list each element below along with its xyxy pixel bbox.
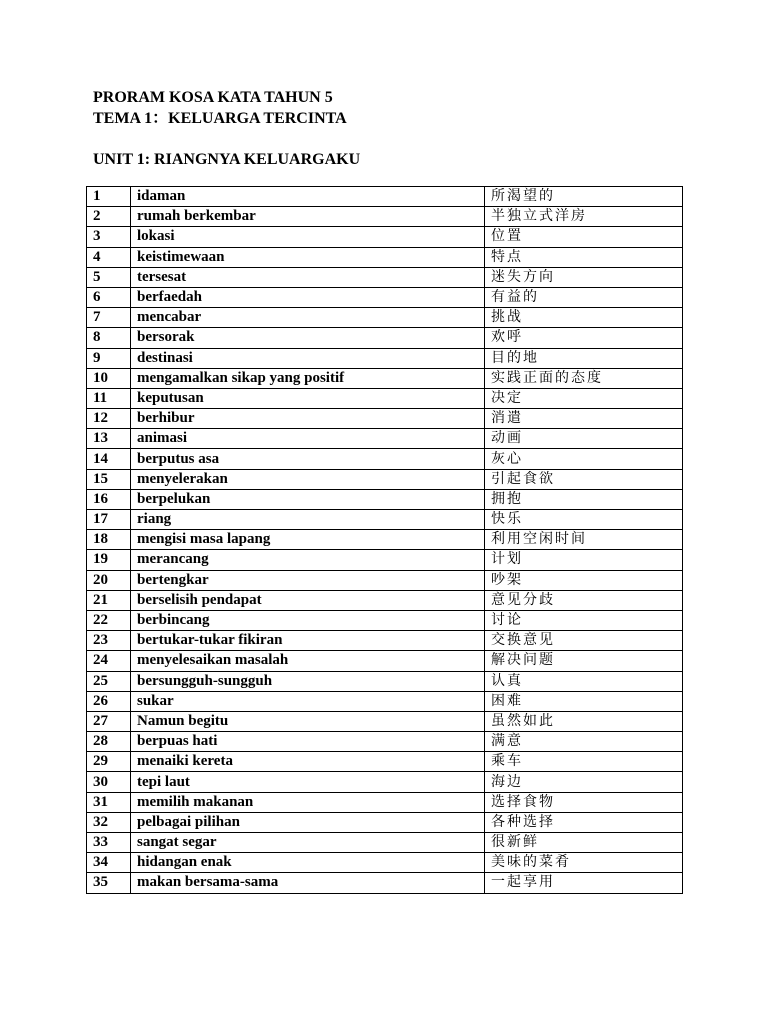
row-number: 16 bbox=[87, 489, 131, 509]
table-row bbox=[87, 368, 683, 388]
row-number: 6 bbox=[87, 287, 131, 307]
chinese-translation: 讨论 bbox=[485, 610, 683, 630]
chinese-translation: 满意 bbox=[485, 732, 683, 752]
malay-word: makan bersama-sama bbox=[131, 873, 485, 893]
chinese-translation: 引起食欲 bbox=[485, 469, 683, 489]
row-number: 12 bbox=[87, 409, 131, 429]
table-row bbox=[87, 308, 683, 328]
chinese-translation: 海边 bbox=[485, 772, 683, 792]
chinese-translation: 拥抱 bbox=[485, 489, 683, 509]
row-number: 9 bbox=[87, 348, 131, 368]
row-number: 22 bbox=[87, 610, 131, 630]
row-number: 32 bbox=[87, 812, 131, 832]
chinese-translation: 欢呼 bbox=[485, 328, 683, 348]
row-number: 4 bbox=[87, 247, 131, 267]
row-number: 19 bbox=[87, 550, 131, 570]
chinese-translation: 挑战 bbox=[485, 308, 683, 328]
row-number: 23 bbox=[87, 631, 131, 651]
table-row bbox=[87, 631, 683, 651]
table-row bbox=[87, 287, 683, 307]
table-row bbox=[87, 267, 683, 287]
row-number: 33 bbox=[87, 833, 131, 853]
malay-word: berfaedah bbox=[131, 287, 485, 307]
table-row bbox=[87, 833, 683, 853]
malay-word: riang bbox=[131, 510, 485, 530]
malay-word: tersesat bbox=[131, 267, 485, 287]
malay-word: sangat segar bbox=[131, 833, 485, 853]
malay-word: sukar bbox=[131, 691, 485, 711]
row-number: 17 bbox=[87, 510, 131, 530]
malay-word: berputus asa bbox=[131, 449, 485, 469]
table-row bbox=[87, 752, 683, 772]
chinese-translation: 决定 bbox=[485, 388, 683, 408]
row-number: 31 bbox=[87, 792, 131, 812]
row-number: 10 bbox=[87, 368, 131, 388]
table-row bbox=[87, 328, 683, 348]
malay-word: animasi bbox=[131, 429, 485, 449]
row-number: 25 bbox=[87, 671, 131, 691]
chinese-translation: 实践正面的态度 bbox=[485, 368, 683, 388]
row-number: 5 bbox=[87, 267, 131, 287]
row-number: 13 bbox=[87, 429, 131, 449]
table-row bbox=[87, 388, 683, 408]
row-number: 2 bbox=[87, 207, 131, 227]
table-row bbox=[87, 429, 683, 449]
malay-word: bertukar-tukar fikiran bbox=[131, 631, 485, 651]
row-number: 20 bbox=[87, 570, 131, 590]
table-row bbox=[87, 691, 683, 711]
chinese-translation: 乘车 bbox=[485, 752, 683, 772]
row-number: 7 bbox=[87, 308, 131, 328]
table-row bbox=[87, 610, 683, 630]
malay-word: mengamalkan sikap yang positif bbox=[131, 368, 485, 388]
chinese-translation: 动画 bbox=[485, 429, 683, 449]
table-row bbox=[87, 207, 683, 227]
table-row bbox=[87, 732, 683, 752]
document-title: PRORAM KOSA KATA TAHUN 5 bbox=[93, 89, 333, 106]
table-row bbox=[87, 772, 683, 792]
row-number: 1 bbox=[87, 187, 131, 207]
table-row bbox=[87, 792, 683, 812]
chinese-translation: 认真 bbox=[485, 671, 683, 691]
malay-word: Namun begitu bbox=[131, 711, 485, 731]
row-number: 11 bbox=[87, 388, 131, 408]
chinese-translation: 美味的菜肴 bbox=[485, 853, 683, 873]
malay-word: pelbagai pilihan bbox=[131, 812, 485, 832]
row-number: 15 bbox=[87, 469, 131, 489]
table-row bbox=[87, 711, 683, 731]
table-row bbox=[87, 227, 683, 247]
chinese-translation: 消遣 bbox=[485, 409, 683, 429]
table-row bbox=[87, 510, 683, 530]
row-number: 26 bbox=[87, 691, 131, 711]
chinese-translation: 困难 bbox=[485, 691, 683, 711]
chinese-translation: 各种选择 bbox=[485, 812, 683, 832]
row-number: 30 bbox=[87, 772, 131, 792]
malay-word: lokasi bbox=[131, 227, 485, 247]
chinese-translation: 一起享用 bbox=[485, 873, 683, 893]
table-row bbox=[87, 651, 683, 671]
chinese-translation: 选择食物 bbox=[485, 792, 683, 812]
vocabulary-table-body bbox=[87, 187, 683, 894]
malay-word: keputusan bbox=[131, 388, 485, 408]
malay-word: keistimewaan bbox=[131, 247, 485, 267]
malay-word: menaiki kereta bbox=[131, 752, 485, 772]
malay-word: berselisih pendapat bbox=[131, 590, 485, 610]
malay-word: berbincang bbox=[131, 610, 485, 630]
table-row bbox=[87, 873, 683, 893]
table-row bbox=[87, 570, 683, 590]
chinese-translation: 很新鲜 bbox=[485, 833, 683, 853]
malay-word: berhibur bbox=[131, 409, 485, 429]
chinese-translation: 目的地 bbox=[485, 348, 683, 368]
malay-word: bersorak bbox=[131, 328, 485, 348]
malay-word: idaman bbox=[131, 187, 485, 207]
row-number: 8 bbox=[87, 328, 131, 348]
chinese-translation: 解决问题 bbox=[485, 651, 683, 671]
chinese-translation: 利用空闲时间 bbox=[485, 530, 683, 550]
row-number: 18 bbox=[87, 530, 131, 550]
table-row bbox=[87, 449, 683, 469]
chinese-translation: 迷失方向 bbox=[485, 267, 683, 287]
table-row bbox=[87, 187, 683, 207]
table-row bbox=[87, 550, 683, 570]
chinese-translation: 特点 bbox=[485, 247, 683, 267]
row-number: 3 bbox=[87, 227, 131, 247]
table-row bbox=[87, 489, 683, 509]
table-row bbox=[87, 247, 683, 267]
chinese-translation: 吵架 bbox=[485, 570, 683, 590]
row-number: 29 bbox=[87, 752, 131, 772]
table-row bbox=[87, 590, 683, 610]
chinese-translation: 有益的 bbox=[485, 287, 683, 307]
malay-word: hidangan enak bbox=[131, 853, 485, 873]
malay-word: tepi laut bbox=[131, 772, 485, 792]
chinese-translation: 位置 bbox=[485, 227, 683, 247]
chinese-translation: 虽然如此 bbox=[485, 711, 683, 731]
row-number: 34 bbox=[87, 853, 131, 873]
chinese-translation: 半独立式洋房 bbox=[485, 207, 683, 227]
theme-title: TEMA 1：KELUARGA TERCINTA bbox=[93, 110, 347, 127]
table-row bbox=[87, 853, 683, 873]
malay-word: berpelukan bbox=[131, 489, 485, 509]
chinese-translation: 灰心 bbox=[485, 449, 683, 469]
chinese-translation: 意见分歧 bbox=[485, 590, 683, 610]
chinese-translation: 计划 bbox=[485, 550, 683, 570]
malay-word: rumah berkembar bbox=[131, 207, 485, 227]
table-row bbox=[87, 530, 683, 550]
malay-word: mencabar bbox=[131, 308, 485, 328]
malay-word: memilih makanan bbox=[131, 792, 485, 812]
malay-word: merancang bbox=[131, 550, 485, 570]
malay-word: mengisi masa lapang bbox=[131, 530, 485, 550]
vocabulary-table bbox=[86, 186, 683, 894]
unit-title: UNIT 1: RIANGNYA KELUARGAKU bbox=[93, 151, 361, 168]
malay-word: menyelesaikan masalah bbox=[131, 651, 485, 671]
chinese-translation: 快乐 bbox=[485, 510, 683, 530]
malay-word: berpuas hati bbox=[131, 732, 485, 752]
row-number: 14 bbox=[87, 449, 131, 469]
chinese-translation: 所渴望的 bbox=[485, 187, 683, 207]
table-row bbox=[87, 409, 683, 429]
table-row bbox=[87, 348, 683, 368]
malay-word: menyelerakan bbox=[131, 469, 485, 489]
table-row bbox=[87, 812, 683, 832]
row-number: 21 bbox=[87, 590, 131, 610]
row-number: 35 bbox=[87, 873, 131, 893]
row-number: 24 bbox=[87, 651, 131, 671]
table-row bbox=[87, 671, 683, 691]
malay-word: destinasi bbox=[131, 348, 485, 368]
row-number: 28 bbox=[87, 732, 131, 752]
row-number: 27 bbox=[87, 711, 131, 731]
malay-word: bertengkar bbox=[131, 570, 485, 590]
table-row bbox=[87, 469, 683, 489]
chinese-translation: 交换意见 bbox=[485, 631, 683, 651]
malay-word: bersungguh-sungguh bbox=[131, 671, 485, 691]
